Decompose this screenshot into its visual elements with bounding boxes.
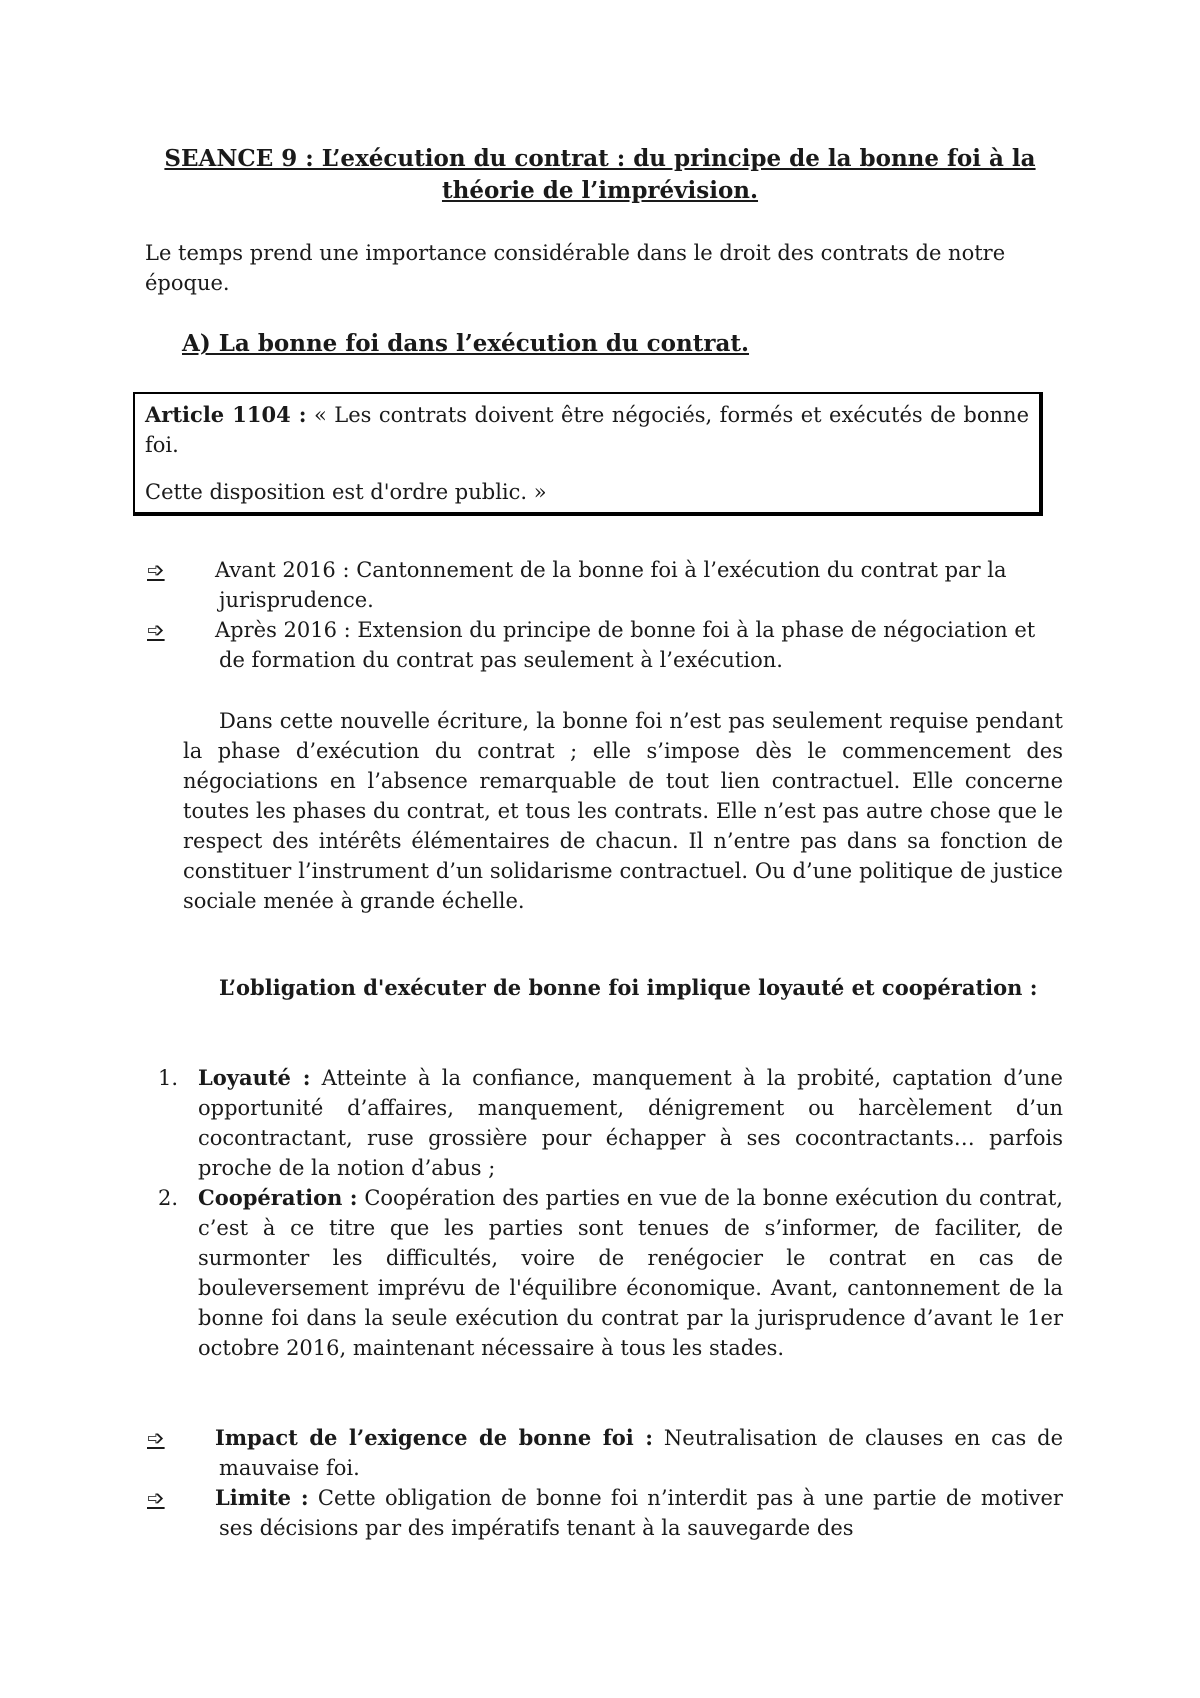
bullet-list-impact [147,1423,1063,1543]
item-label: Limite : [215,1485,309,1510]
obligation-heading: L’obligation d'exécuter de bonne foi implique loyauté et coopération : [219,975,1038,1000]
list-item: ➩ Impact de l’exigence de bonne foi : Neutralisation de clauses en cas de mauvaise foi. [147,1425,1063,1480]
article-label: Article 1104 : [145,402,307,427]
bullet-list-dates [147,555,1063,675]
list-number: 2. [158,1186,179,1210]
page-title: SEANCE 9 : L’exécution du contrat : du principe de la bonne foi à la théorie de l’imprévision. [164,145,1036,204]
list-item: 2. Coopération : Coopération des parties en vue de la bonne exécution du contrat, c’est à ce titre que les parties sont tenues de s’informer, de faciliter, de surmonter les difficultés, voire de renégocier le contrat en cas de bouleversement imprévu de l'équilibre économique. Avant, cantonnement de la bonne foi dans la seule exécution du contrat par la jurisprudence d’avant le 1er octobre 2016, maintenant nécessaire à tous les stades. [158,1185,1063,1360]
arrow-icon: ➩ [147,1426,165,1450]
list-item: 1. Loyauté : Atteinte à la confiance, manquement à la probité, captation d’une opportunité d’affaires, manquement, dénigrement ou harcèlement d’un cocontractant, ruse grossière pour échapper à ses cocontractants… parfois proche de la notion d’abus ; [158,1065,1063,1180]
arrow-icon: ➩ [147,618,165,642]
arrow-icon: ➩ [147,1486,165,1510]
article-box [133,392,1043,516]
list-item: ➩ Après 2016 : Extension du principe de bonne foi à la phase de négociation et de formation du contrat pas seulement à l’exécution. [183,615,1063,675]
section-a-heading: A) La bonne foi dans l’exécution du contrat. [182,330,750,357]
item-label: Loyauté : [198,1065,311,1090]
article-text: Article 1104 : « Les contrats doivent être négociés, formés et exécutés de bonne foi. [145,402,1029,457]
list-item: ➩ Avant 2016 : Cantonnement de la bonne foi à l’exécution du contrat par la jurisprudence. [183,555,1063,615]
numbered-list [158,1063,1063,1363]
body-paragraph: Dans cette nouvelle écriture, la bonne foi n’est pas seulement requise pendant la phase d’exécution du contrat ; elle s’impose dès le commencement des négociations en l’absence remarquable de tout lien contractuel. Elle concerne toutes les phases du contrat, et tous les contrats. Elle n’est pas autre chose que le respect des intérêts élémentaires de chacun. Il n’entre pas dans sa fonction de constituer l’instrument d’un solidarisme contractuel. Ou d’une politique de justice sociale menée à grande échelle. [183,709,1063,913]
article-line-2: Cette disposition est d'ordre public. » [145,480,547,504]
list-item: ➩ Limite : Cette obligation de bonne foi n’interdit pas à une partie de motiver ses décisions par des impératifs tenant à la sauvegarde des [147,1485,1063,1540]
item-label: Impact de l’exigence de bonne foi : [215,1425,654,1450]
intro-paragraph: Le temps prend une importance considérable dans le droit des contrats de notre époque. [145,241,1006,295]
item-label: Coopération : [198,1185,358,1210]
arrow-icon: ➩ [147,558,165,582]
list-number: 1. [158,1066,179,1090]
